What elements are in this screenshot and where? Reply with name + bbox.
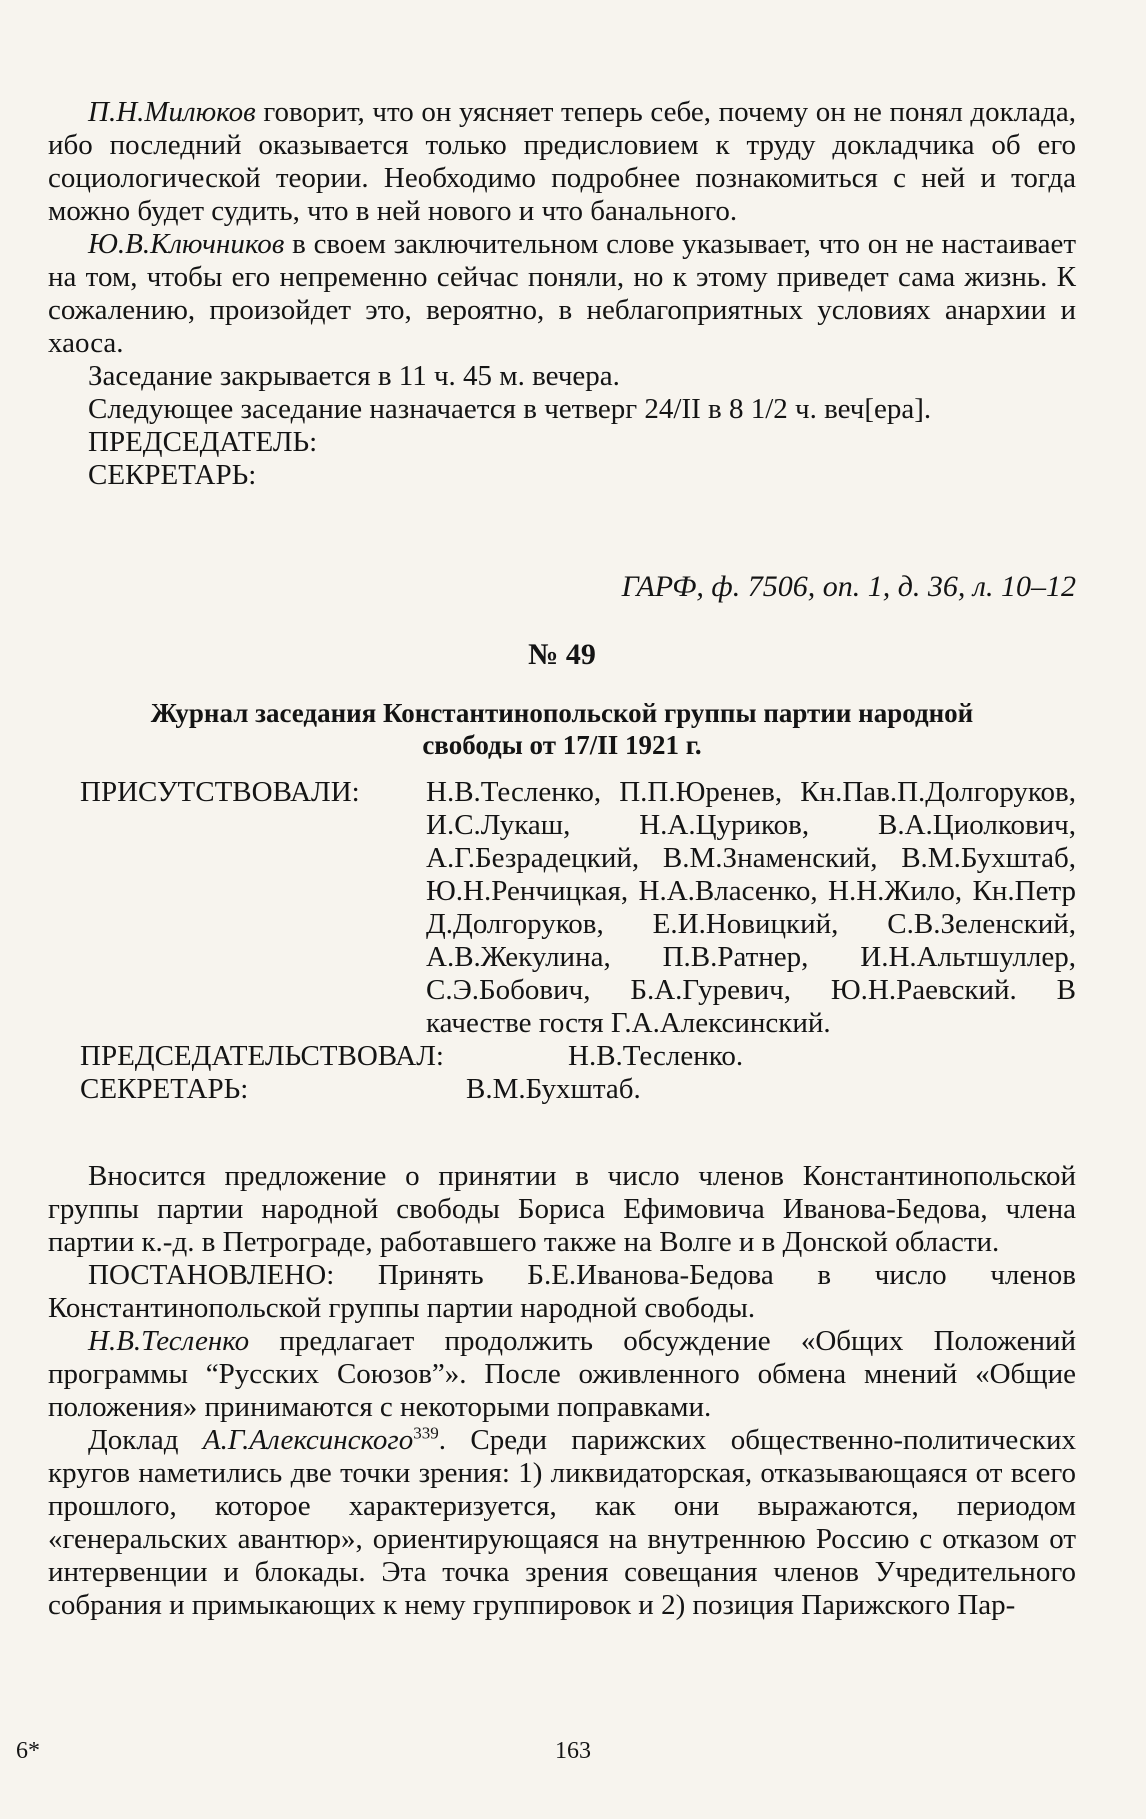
document-number: № 49 [528, 638, 596, 671]
presided-label: ПРЕДСЕДАТЕЛЬСТВОВАЛ: [80, 1040, 444, 1072]
paragraph-resolved: ПОСТАНОВЛЕНО: Принять Б.Е.Иванова-Бедова в число членов Константинопольской группы партии народной свободы. [48, 1259, 1076, 1324]
secretary-label: СЕКРЕТАРЬ: [88, 459, 257, 491]
attendance-row [48, 776, 1076, 1040]
chair-label: ПРЕДСЕДАТЕЛЬ: [88, 426, 318, 458]
paragraph-report [48, 1424, 1076, 1622]
paragraph-text: . Среди парижских общественно-политических кругов наметились две точки зрения: 1) ликвидаторская, отказывающаяся от всего прошлого, которое характеризуется, как они выражаются, периодом «генеральских авантюр», ориентирующаяся на внутреннюю Россию с отказом от интервенции и блокады. Эта точка зрения совещания членов Учредительного собрания и примыкающих к нему группировок и 2) позиция Парижского Пар- [48, 1424, 1076, 1621]
title-line-1: Журнал заседания Константинопольской группы партии народной [150, 698, 974, 728]
paragraph-proposal: Вносится предложение о принятии в число членов Константинопольской группы партии народной свободы Бориса Ефимовича Иванова-Бедова, члена партии к.-д. в Петрограде, работавшего также на Волге и в Донской области. [48, 1160, 1076, 1258]
paragraph-text: предлагает продолжить обсуждение «Общих Положений программы “Русских Союзов”». После оживленного обмена мнений «Общие положения» принимаются с некоторыми поправками. [48, 1325, 1076, 1423]
presided-row [48, 1040, 1076, 1073]
paragraph-text: в своем заключительном слове указывает, что он не настаивает на том, чтобы его непременно сейчас поняли, но к этому приведет сама жизнь. К сожалению, произойдет это, вероятно, в неблагоприятных условиях анархии и хаоса. [48, 228, 1076, 359]
secretary-label: СЕКРЕТАРЬ: [80, 1073, 249, 1105]
archive-reference: ГАРФ, ф. 7506, оп. 1, д. 36, л. 10–12 [621, 570, 1076, 603]
secretary-value: В.М.Бухштаб. [466, 1073, 641, 1105]
speaker-name: А.Г.Алексинского [202, 1424, 414, 1456]
speaker-name: П.Н.Милюков [88, 96, 256, 128]
footnote-marker: 339 [413, 1423, 439, 1443]
secretary-row [48, 1073, 1076, 1106]
previous-minutes-ending [48, 96, 1076, 492]
paragraph-milyukov [48, 96, 1076, 228]
title-line-2: свободы от 17/II 1921 г. [422, 730, 702, 760]
speaker-name: Н.В.Тесленко [88, 1325, 250, 1357]
attendance-section [48, 776, 1076, 1106]
paragraph-klyuchnikov [48, 228, 1076, 360]
present-names: Н.В.Тесленко, П.П.Юренев, Кн.Пав.П.Долгоруков, И.С.Лукаш, Н.А.Цуриков, В.А.Циолкович, А.Г.Безрадецкий, В.М.Знаменский, В.М.Бухштаб, Ю.Н.Ренчицкая, Н.А.Власенко, Н.Н.Жило, Кн.Петр Д.Долгоруков, Е.И.Новицкий, С.В.Зеленский, А.В.Жекулина, П.В.Ратнер, И.Н.Альтшуллер, С.Э.Бобович, Б.А.Гуревич, Ю.Н.Раевский. В качестве гостя Г.А.Алексинский. [426, 776, 1076, 1039]
report-intro: Доклад [88, 1424, 203, 1456]
printer-signature: 6* [16, 1738, 40, 1764]
page-number: 163 [555, 1738, 591, 1764]
present-label: ПРИСУТСТВОВАЛИ: [80, 776, 360, 808]
paragraph-teslenko [48, 1325, 1076, 1424]
speaker-name: Ю.В.Ключников [88, 228, 285, 260]
minutes-body [48, 1160, 1076, 1622]
presided-value: Н.В.Тесленко. [568, 1040, 744, 1072]
document-title [48, 697, 1076, 761]
paragraph-closing: Заседание закрывается в 11 ч. 45 м. вечера. [88, 360, 620, 392]
paragraph-text: говорит, что он уясняет теперь себе, почему он не понял доклада, ибо последний оказывается только предисловием к труду докладчика об его социологической теории. Необходимо подробнее познакомиться с ней и тогда можно будет судить, что в ней нового и что банального. [48, 96, 1076, 227]
paragraph-next-meeting: Следующее заседание назначается в четверг 24/II в 8 1/2 ч. веч[ера]. [88, 393, 932, 425]
